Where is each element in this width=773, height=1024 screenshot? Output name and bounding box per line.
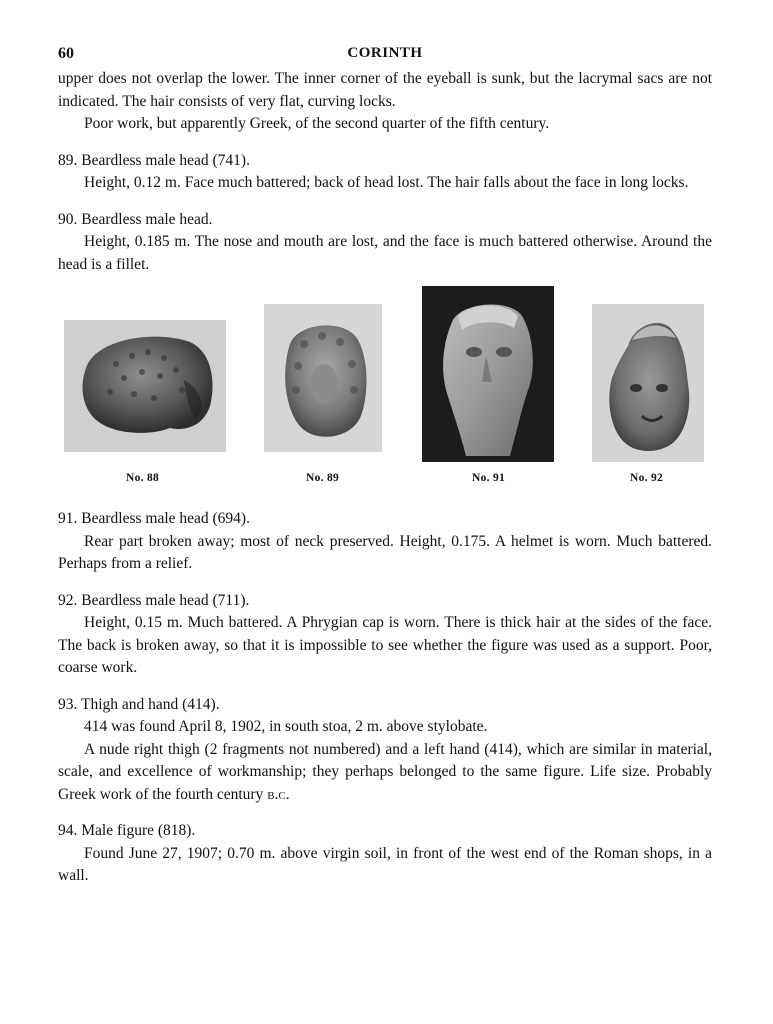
entry-90-text: Height, 0.185 m. The nose and mouth are lost, and the face is much battered otherwise. Around the head is a fillet. xyxy=(58,233,712,273)
entry-92-title: 92. Beardless male head (711). xyxy=(58,591,250,609)
page-header xyxy=(58,40,712,68)
entry-92-text: Height, 0.15 m. Much battered. A Phrygian cap is worn. There is thick hair at the sides of the face. The back is broken away, so that it is impossible to see whether the figure was used as a support. Poor, coarse work. xyxy=(58,614,712,676)
photo-head-92 xyxy=(592,304,704,462)
entry-93-text: A nude right thigh (2 fragments not numbered) and a left hand (414), which are similar in material, scale, and excellence of workmanship; they perhaps belonged to the same figure. Life size. Probably Greek work of the fourth century xyxy=(58,740,712,803)
entry-93-title: 93. Thigh and hand (414). xyxy=(58,695,220,713)
photo-head-89 xyxy=(264,304,382,452)
entry-91-text: Rear part broken away; most of neck preserved. Height, 0.175. A helmet is worn. Much battered. Perhaps from a relief. xyxy=(58,532,712,572)
entry-89-title: 89. Beardless male head (741). xyxy=(58,151,250,169)
entry-93-find: 414 was found April 8, 1902, in south stoa, 2 m. above stylobate. xyxy=(84,718,488,735)
entry-91-title: 91. Beardless male head (694). xyxy=(58,510,250,527)
entry-94-title: 94. Male figure (818). xyxy=(58,822,196,839)
figure-91-caption: No. 91 xyxy=(472,472,506,484)
intro-continuation: upper does not overlap the lower. The inner corner of the eyeball is sunk, but the lacrymal sacs are not indicated. The hair consists of very flat, curving locks. xyxy=(58,70,712,110)
entry-93-era: b.c. xyxy=(267,785,290,803)
page-number: 60 xyxy=(58,45,74,62)
intro-conclusion: Poor work, but apparently Greek, of the second quarter of the fifth century. xyxy=(84,115,550,132)
entry-93-description xyxy=(58,739,712,807)
running-head: CORINTH xyxy=(347,45,423,61)
figure-plate xyxy=(58,286,712,508)
figure-89-caption: No. 89 xyxy=(306,472,340,484)
photo-head-88 xyxy=(64,320,226,452)
figure-88-caption: No. 88 xyxy=(126,472,160,484)
entry-94-text: Found June 27, 1907; 0.70 m. above virgin soil, in front of the west end of the Roman shops, in a wall. xyxy=(58,844,712,884)
page xyxy=(58,40,712,888)
photo-head-91 xyxy=(422,286,554,462)
entry-89-text: Height, 0.12 m. Face much battered; back of head lost. The hair falls about the face in long locks. xyxy=(84,174,689,191)
figure-92-caption: No. 92 xyxy=(630,472,664,484)
entry-90-title: 90. Beardless male head. xyxy=(58,210,213,228)
